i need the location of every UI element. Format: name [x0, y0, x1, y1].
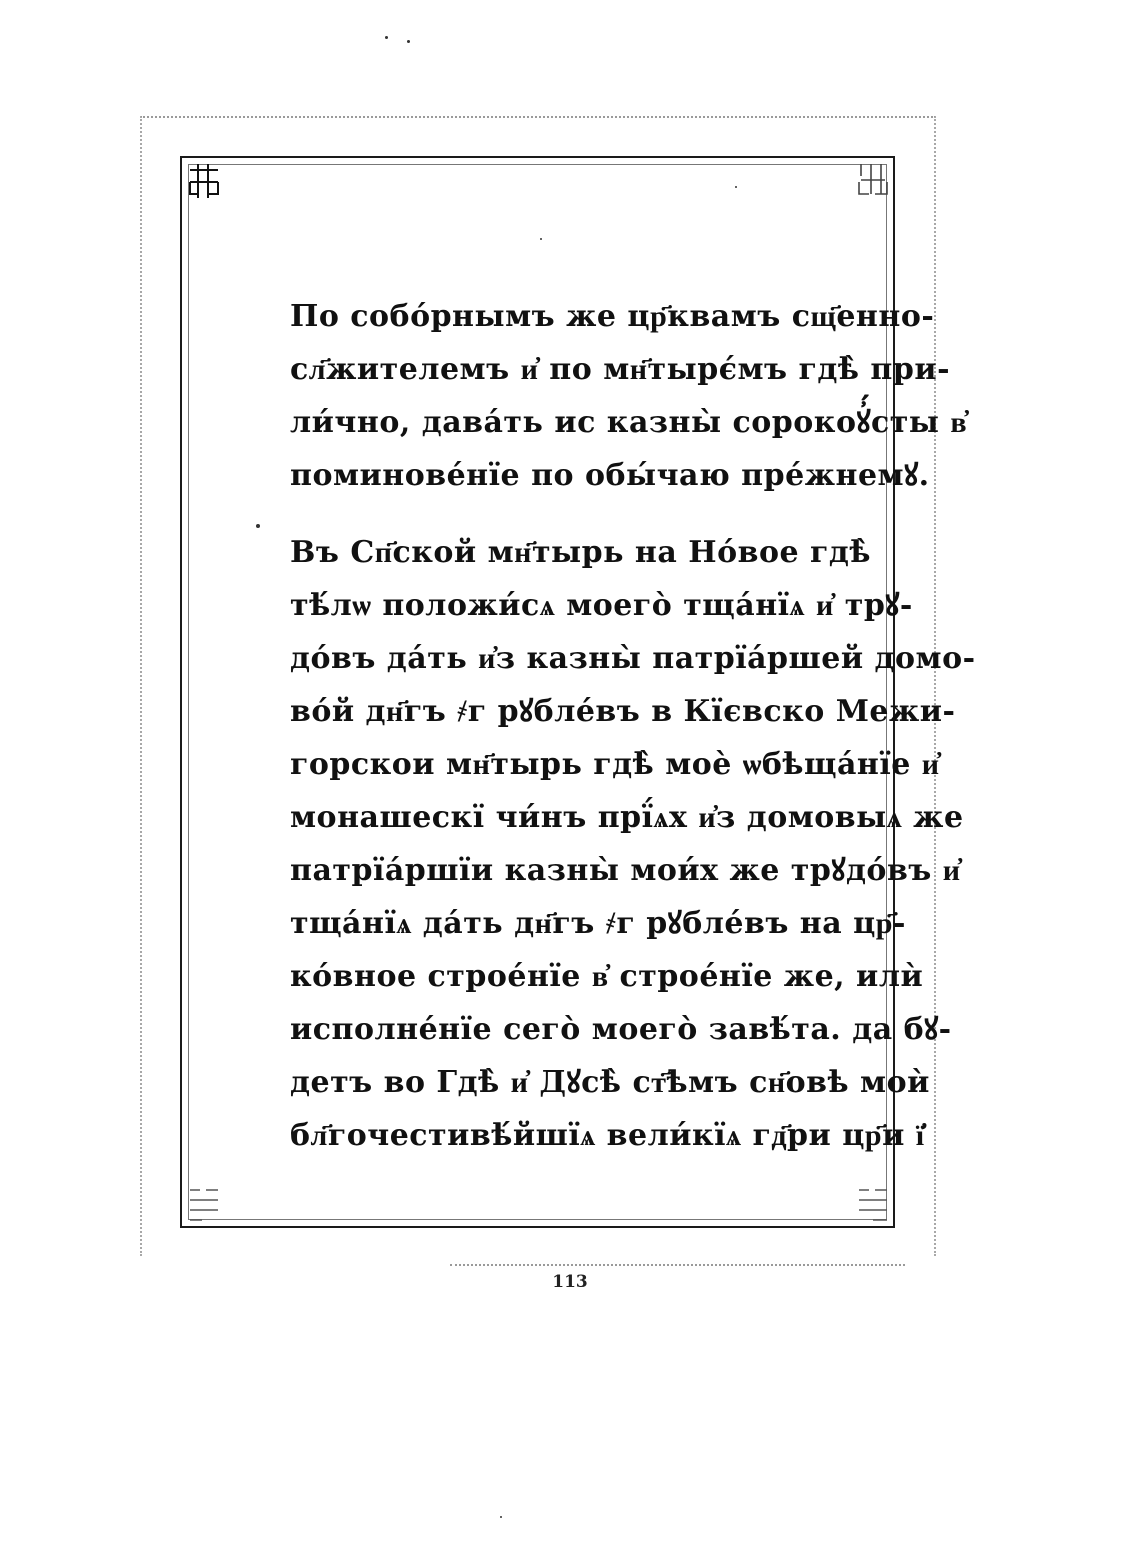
text-line: монашескї чи́нъ прї́ѧх и҆з домовыѧ же — [290, 800, 964, 835]
text-line: горскои мн҃тырь гдѣ̀ моѐ ѡбѣща́нїе и҆ — [290, 747, 940, 782]
bottom-dotted-rule — [450, 1264, 905, 1266]
paragraph-1 — [290, 290, 968, 502]
text-line: ли́чно, дава́ть ис казны̀ сорокоꙋ҆́сты в҆ — [290, 405, 968, 440]
text-line: По собо́рнымъ же цр҃квамъ сщ҃енно- — [290, 299, 935, 334]
text-line: детъ во Гдѣ̀ и҆ Дꙋсѣ̀ ст҃ѣмъ сн҃овѣ моѝ — [290, 1065, 930, 1100]
ink-speck — [385, 36, 388, 39]
text-line: ко́вное строе́нїе в҆ строе́нїе же, илѝ — [290, 959, 924, 994]
corner-ornament-bottom-right-icon — [855, 1182, 891, 1224]
ink-speck — [540, 238, 542, 240]
corner-ornament-bottom-left-icon — [186, 1182, 222, 1224]
ink-speck — [500, 1516, 502, 1518]
text-line: исполне́нїе сего̀ моего̀ завѣ́та. да бꙋ- — [290, 1012, 952, 1047]
text-line: Въ Сп҃ской мн҃тырь на Но́вое гдѣ̀ — [290, 535, 871, 570]
page-number: 113 — [552, 1272, 588, 1292]
text-line: сл҃жителемъ и҆ по мн҃тырє́мъ гдѣ̀ при- — [290, 352, 951, 387]
corner-ornament-top-right-icon — [855, 160, 891, 202]
text-line: до́въ да́ть и҆з казны̀ патрїа́ршей домо- — [290, 641, 976, 676]
text-line: поминове́нїе по обы́чаю пре́жнемꙋ. — [290, 458, 930, 493]
text-line: во́й дн҃гъ ҂г рꙋбле́въ в Кїєвско Межи- — [290, 694, 956, 729]
text-line: бл҃гочестивѣ́йшїѧ вели́кїѧ гд҃ри цр҃и ї҆ — [290, 1118, 925, 1153]
text-line: тѣ́лѡ положи́сѧ моего̀ тща́нїѧ и҆ трꙋ- — [290, 588, 913, 623]
text-line: тща́нїѧ да́ть дн҃гъ ҂г рꙋбле́въ на цр҃- — [290, 906, 906, 941]
paragraph-2 — [290, 526, 976, 1162]
ink-speck — [407, 40, 410, 43]
main-text — [290, 290, 976, 1162]
corner-ornament-top-left-icon — [186, 160, 222, 202]
ink-speck — [735, 186, 737, 188]
text-line: патрїа́ршїи казны̀ мои́х же трꙋдо́въ и҆ — [290, 853, 961, 888]
ink-speck — [256, 524, 260, 528]
